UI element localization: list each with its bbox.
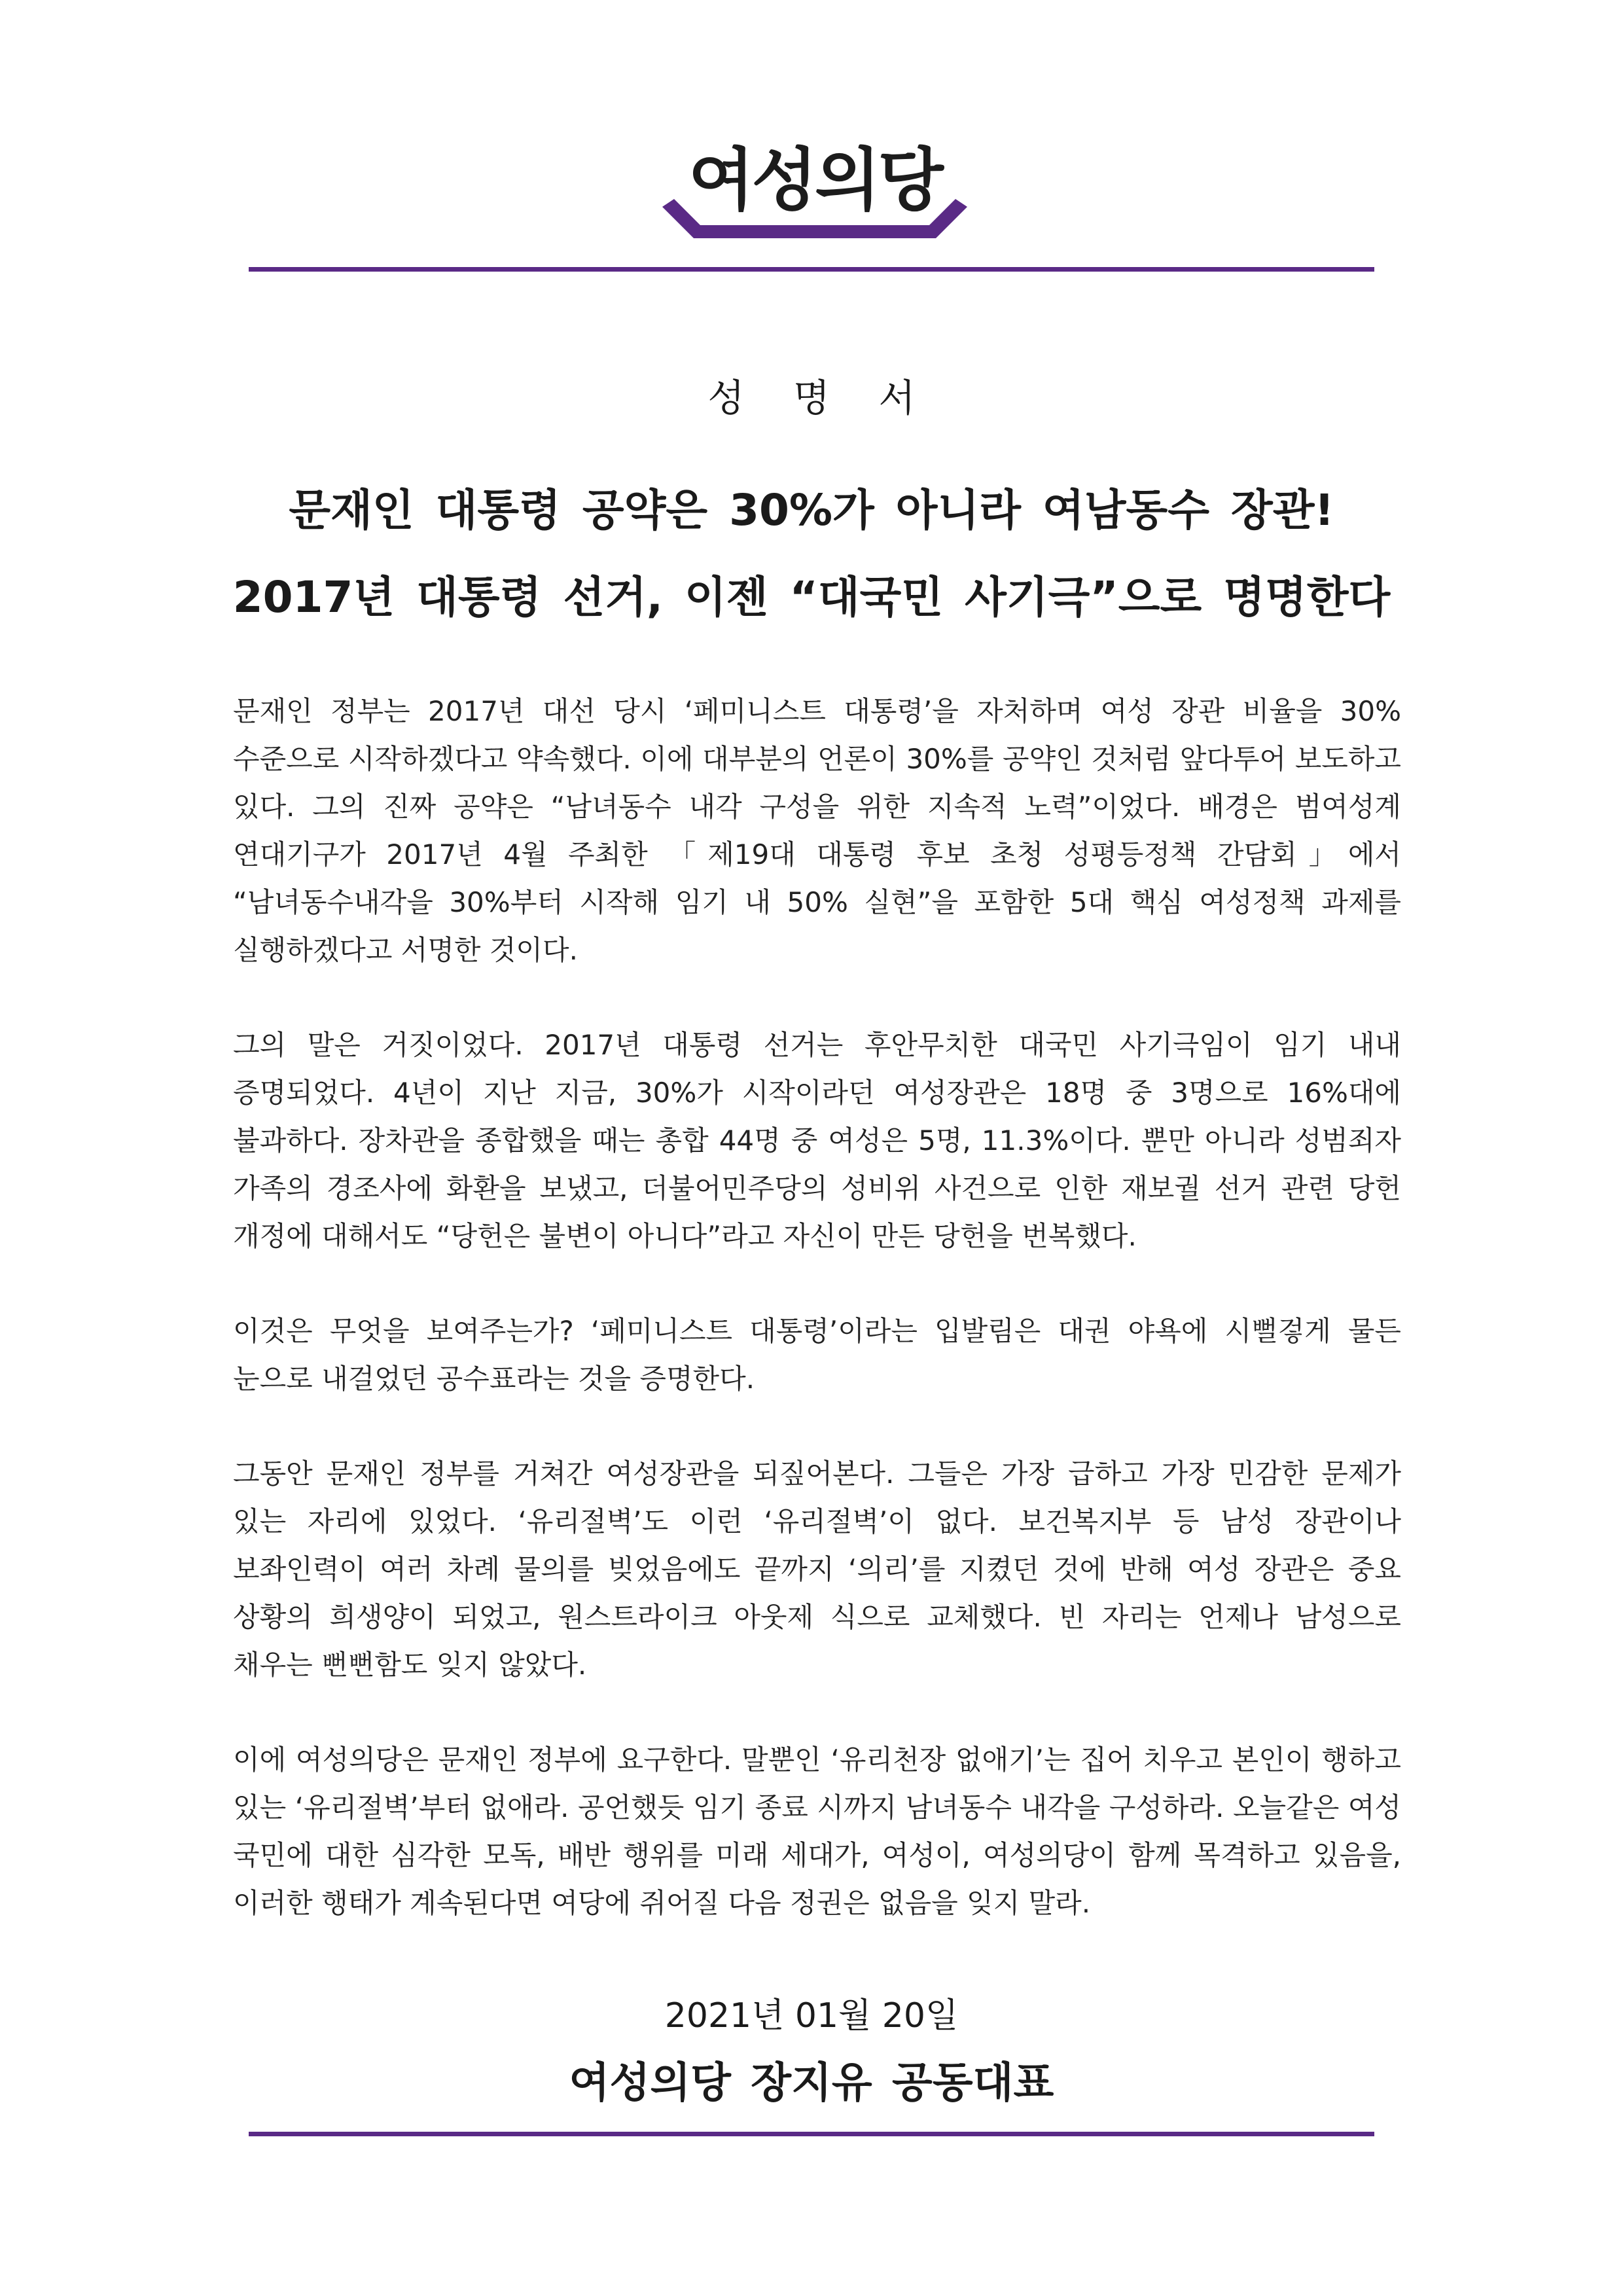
party-logo bbox=[661, 140, 969, 242]
headline-line-2: 2017년 대통령 선거, 이젠 “대국민 사기극”으로 명명한다 bbox=[232, 572, 1391, 622]
document-type: 성 명 서 bbox=[707, 376, 934, 420]
statement-signature: 여성의당 장지유 공동대표 bbox=[569, 2059, 1054, 2108]
bottom-divider bbox=[249, 2132, 1374, 2136]
paragraph: 이에 여성의당은 문재인 정부에 요구한다. 말뿐인 ‘유리천장 없애기’는 집어 치우고 본인이 행하고 있는 ‘유리절벽’부터 없애라. 공언했듯 임기 종료 시까지 남녀동수 내각을 구성하라. 오늘같은 여성 국민에 대한 심각한 모독, 배반 행위를 미래 세대가, 여성이, 여성의당이 함께 목격하고 있음을, 이러한 행태가 계속된다면 여당에 쥐어질 다음 정권은 없음을 잊지 말라. bbox=[233, 1744, 1401, 1919]
statement-date: 2021년 01월 20일 bbox=[664, 1996, 959, 2036]
paragraph: 이것은 무엇을 보여주는가? ‘페미니스트 대통령’이라는 입발림은 대권 야욕에 시뻘겋게 물든 눈으로 내걸었던 공수표라는 것을 증명한다. bbox=[233, 1315, 1401, 1395]
statement-body bbox=[233, 687, 1401, 1974]
headline-line-1: 문재인 대통령 공약은 30%가 아니라 여남동수 장관! bbox=[289, 485, 1334, 535]
paragraph: 문재인 정부는 2017년 대선 당시 ‘페미니스트 대통령’을 자처하며 여성 장관 비율을 30% 수준으로 시작하겠다고 약속했다. 이에 대부분의 언론이 30%를 공약인 것처럼 앞다투어 보도하고 있다. 그의 진짜 공약은 “남녀동수 내각 구성을 위한 지속적 노력”이었다. 배경은 범여성계 연대기구가 2017년 4월 주최한 「제19대 대통령 후보 초청 성평등정책 간담회」에서 “남녀동수내각을 30%부터 시작해 임기 내 50% 실현”을 포함한 5대 핵심 여성정책 과제를 실행하겠다고 서명한 것이다. bbox=[233, 695, 1401, 966]
logo-chevron-icon bbox=[661, 194, 969, 243]
paragraph: 그의 말은 거짓이었다. 2017년 대통령 선거는 후안무치한 대국민 사기극임이 임기 내내 증명되었다. 4년이 지난 지금, 30%가 시작이라던 여성장관은 18명 중 3명으로 16%대에 불과하다. 장차관을 종합했을 때는 총합 44명 중 여성은 5명, 11.3%이다. 뿐만 아니라 성범죄자 가족의 경조사에 화환을 보냈고, 더불어민주당의 성비위 사건으로 인한 재보궐 선거 관련 당헌 개정에 대해서도 “당헌은 불변이 아니다”라고 자신이 만든 당헌을 번복했다. bbox=[233, 1029, 1401, 1252]
paragraph: 그동안 문재인 정부를 거쳐간 여성장관을 되짚어본다. 그들은 가장 급하고 가장 민감한 문제가 있는 자리에 있었다. ‘유리절벽’도 이런 ‘유리절벽’이 없다. 보건복지부 등 남성 장관이나 보좌인력이 여러 차례 물의를 빚었음에도 끝까지 ‘의리’를 지켰던 것에 반해 여성 장관은 중요 상황의 희생양이 되었고, 원스트라이크 아웃제 식으로 교체했다. 빈 자리는 언제나 남성으로 채우는 뻔뻔함도 잊지 않았다. bbox=[233, 1458, 1401, 1681]
party-logo-text: 여성의당 bbox=[688, 140, 941, 220]
top-divider bbox=[249, 267, 1374, 272]
